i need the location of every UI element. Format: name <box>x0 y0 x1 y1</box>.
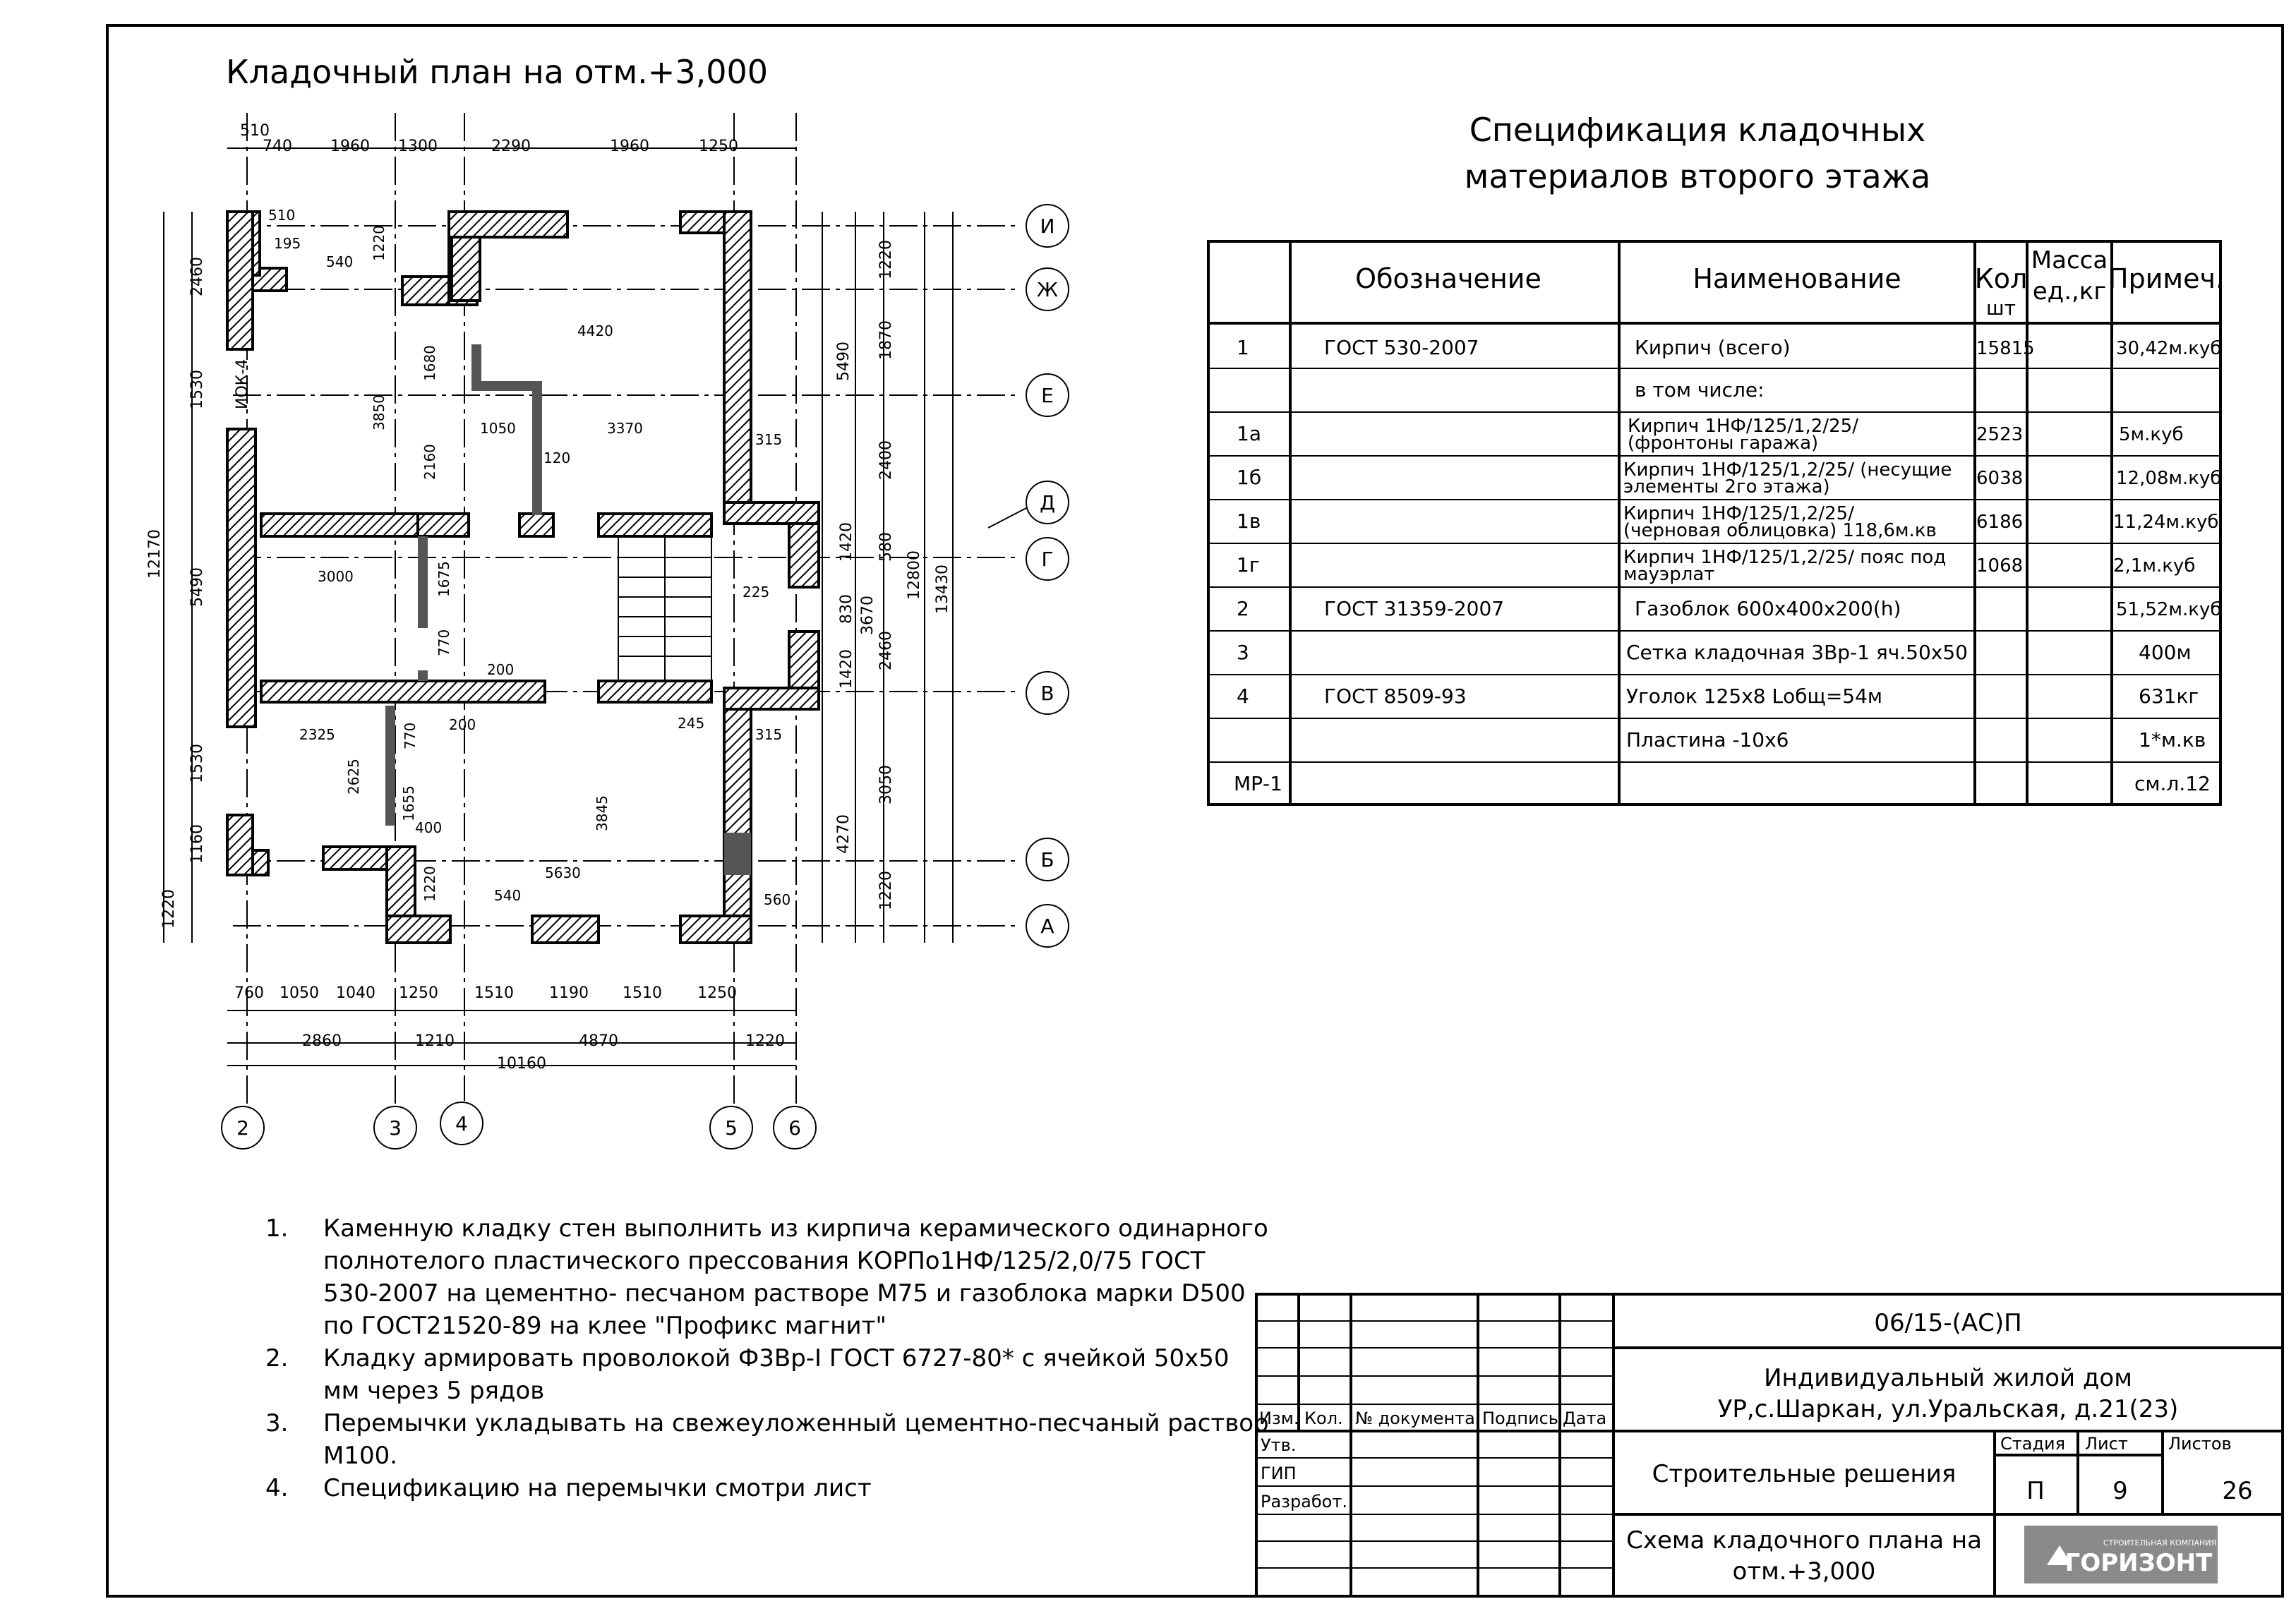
dim-right: 12800 <box>906 550 923 600</box>
col-header-mass: Масса <box>2031 246 2108 274</box>
note-line: Перемычки укладывать на свежеуложенный цементно-песчаный раствор <box>323 1409 1269 1437</box>
col-header-note: Примеч. <box>2108 263 2224 294</box>
col-header-qty-unit: шт <box>1986 296 2016 320</box>
dim-right: 2400 <box>877 440 895 480</box>
spec-cell-name: Газоблок 600х400х200(h) <box>1635 597 1901 620</box>
specification <box>1208 111 2224 804</box>
dim-top: 740 <box>263 138 292 155</box>
dim-inner: 3845 <box>594 795 611 831</box>
dim-inner: 560 <box>764 891 791 908</box>
dim-bottom: 1510 <box>623 984 662 1002</box>
spec-cell-qty: 2523 <box>1976 424 2024 445</box>
dim-inner: 200 <box>449 716 476 733</box>
sheet-title-line1: Схема кладочного плана на <box>1626 1526 1982 1555</box>
spec-header <box>1355 246 2224 320</box>
dim-inner: 4420 <box>577 322 613 339</box>
dim-inner: 120 <box>543 450 571 466</box>
stage-value: П <box>2026 1477 2045 1505</box>
col-header-name: Наименование <box>1693 263 1901 294</box>
sheets-label: Листов <box>2168 1434 2232 1454</box>
stairs <box>618 536 711 681</box>
spec-cell-pos: 3 <box>1237 641 1249 664</box>
spec-cell-des: ГОСТ 530-2007 <box>1324 336 1479 359</box>
spec-cell-name: Уголок 125х8 Lобщ=54м <box>1626 684 1883 708</box>
dim-inner: 3000 <box>318 568 354 585</box>
dim-right: 4270 <box>835 814 853 854</box>
dim-inner: 1675 <box>435 561 452 597</box>
dim-left: 1220 <box>160 889 178 929</box>
spec-cell-pos: 1 <box>1237 336 1249 359</box>
axis-label-row: И <box>1040 215 1055 238</box>
dim-inner: 770 <box>435 629 452 656</box>
dim-left: 5490 <box>188 567 206 607</box>
dim-inner: 2160 <box>421 444 438 480</box>
note-line: М100. <box>323 1442 398 1470</box>
sheet-value: 9 <box>2112 1477 2128 1505</box>
spec-rows <box>1234 336 2221 795</box>
dim-right: 1420 <box>838 649 855 689</box>
axis-label-col: 3 <box>389 1116 402 1140</box>
axis-label-row: Е <box>1041 384 1054 407</box>
spec-cell-name: Кирпич 1НФ/125/1,2/25/ (несущие <box>1623 459 1952 481</box>
spec-cell-note: 400м <box>2139 641 2192 664</box>
note-number: 2. <box>265 1344 289 1372</box>
title-block <box>1256 1294 2283 1596</box>
dim-inner: 225 <box>743 584 770 601</box>
col-izm: Изм. <box>1259 1408 1299 1428</box>
spec-cell-name: мауэрлат <box>1623 564 1715 585</box>
sheet-title-line2: отм.+3,000 <box>1732 1557 1876 1586</box>
stage-label: Стадия <box>2000 1434 2066 1454</box>
spec-cell-name: Сетка кладочная 3Вр-1 яч.50х50 <box>1626 641 1968 664</box>
left-dims <box>146 257 206 929</box>
dim-inner: 770 <box>402 722 419 749</box>
dim-inner: 400 <box>415 819 443 836</box>
general-notes <box>265 1214 1269 1502</box>
role-razrab: Разработ. <box>1261 1492 1347 1512</box>
note-line: по ГОСТ21520-89 на клее "Профикс магнит" <box>323 1312 887 1340</box>
axis-label-row: Д <box>1040 491 1055 514</box>
dim-inner: 315 <box>755 431 783 448</box>
spec-cell-pos: 4 <box>1237 684 1249 708</box>
role-gip: ГИП <box>1261 1464 1297 1483</box>
dim-bottom-total: 10160 <box>497 1055 546 1073</box>
dim-right: 2460 <box>877 631 895 670</box>
dim-right: 1870 <box>877 320 895 360</box>
dim-right: 3670 <box>859 596 877 635</box>
axis-label-row: Ж <box>1036 278 1059 301</box>
note-number: 3. <box>265 1409 289 1437</box>
note-line: Кладку армировать проволокой Ф3Вр-I ГОСТ 6727-80* с ячейкой 50х50 <box>323 1344 1230 1372</box>
spec-cell-pos: 1в <box>1237 509 1261 533</box>
spec-cell-name: Кирпич 1НФ/125/1,2/25/ <box>1623 503 1854 524</box>
dim-bottom: 760 <box>234 984 264 1002</box>
dim-bottom: 1250 <box>399 984 438 1002</box>
dim-right: 1220 <box>877 871 895 910</box>
spec-cell-note: 30,42м.куб <box>2116 338 2222 359</box>
col-doc: № документа <box>1355 1408 1475 1428</box>
spec-cell-name: в том числе: <box>1635 378 1765 402</box>
spec-cell-note: 11,24м.куб <box>2113 512 2219 533</box>
dim-inner: 510 <box>268 207 296 224</box>
dim-bottom: 1190 <box>549 984 589 1002</box>
spec-title-line1: Спецификация кладочных <box>1469 111 1926 149</box>
spec-cell-qty: 1068 <box>1976 555 2024 577</box>
logo-tagline: СТРОИТЕЛЬНАЯ КОМПАНИЯ <box>2103 1538 2217 1547</box>
dim-top: 510 <box>240 122 270 140</box>
note-number: 1. <box>265 1214 289 1243</box>
dim-inner: 1220 <box>421 866 438 902</box>
col-kol: Кол. <box>1304 1408 1343 1428</box>
dim-top: 1250 <box>699 138 738 155</box>
dim-inner: 1655 <box>400 785 417 821</box>
spec-cell-name: (фронтоны гаража) <box>1628 433 1819 454</box>
dim-top: 1960 <box>330 138 370 155</box>
col-axis-markers <box>222 1102 816 1149</box>
dim-right: 1220 <box>877 240 895 279</box>
spec-cell-note: 5м.куб <box>2119 424 2184 445</box>
spec-title-line2: материалов второго этажа <box>1464 157 1931 195</box>
axis-label-col: 5 <box>725 1116 738 1140</box>
axis-label-col: 6 <box>788 1116 801 1140</box>
col-header-designation: Обозначение <box>1355 263 1541 294</box>
dim-top: 1300 <box>398 138 438 155</box>
role-utv: Утв. <box>1261 1435 1297 1455</box>
spec-cell-pos: 1а <box>1237 422 1261 445</box>
dim-inner: 540 <box>494 887 522 904</box>
col-sign: Подпись <box>1482 1408 1558 1428</box>
axis-label-col: 2 <box>236 1116 249 1140</box>
spec-cell-des: ГОСТ 31359-2007 <box>1324 597 1505 620</box>
note-line: мм через 5 рядов <box>323 1377 545 1405</box>
company-logo <box>2024 1526 2218 1583</box>
note-line: 530-2007 на цементно- песчаном растворе М75 и газоблока марки D500 <box>323 1279 1246 1308</box>
object-line2: УР,с.Шаркан, ул.Уральская, д.21(23) <box>1717 1395 2179 1423</box>
dim-left: 2460 <box>188 257 206 296</box>
note-number: 4. <box>265 1474 289 1502</box>
sheet-label: Лист <box>2085 1434 2128 1454</box>
dim-right: 13430 <box>934 565 951 614</box>
dim-bottom: 1220 <box>745 1032 785 1050</box>
logo-name: ГОРИЗОНТ <box>2064 1549 2213 1577</box>
dim-bottom: 1040 <box>336 984 375 1002</box>
note-line: полнотелого пластического прессования КОРПо1НФ/125/2,0/75 ГОСТ <box>323 1247 1206 1275</box>
dim-inner: 540 <box>326 253 354 270</box>
dim-right: 830 <box>838 594 855 624</box>
dim-right: 3050 <box>877 765 895 804</box>
dim-bottom: 1210 <box>415 1032 455 1050</box>
spec-cell-name: Кирпич (всего) <box>1635 336 1791 359</box>
dim-right: 580 <box>877 532 895 562</box>
spec-cell-qty: 15815 <box>1976 338 2035 359</box>
spec-cell-note: 2,1м.куб <box>2113 555 2196 577</box>
dim-inner: 3370 <box>607 420 643 437</box>
spec-cell-pos: МР-1 <box>1234 772 1282 795</box>
dim-bottom: 1250 <box>697 984 737 1002</box>
spec-cell-pos: 2 <box>1237 597 1249 620</box>
dim-inner: 3850 <box>371 394 387 430</box>
spec-cell-name: (черновая облицовка) 118,6м.кв <box>1623 520 1937 541</box>
dim-inner: 2625 <box>345 759 362 795</box>
sheets-value: 26 <box>2222 1477 2253 1505</box>
axis-label-row: Б <box>1040 848 1054 871</box>
dim-left: 1530 <box>188 744 206 783</box>
spec-cell-pos: 1г <box>1237 553 1260 577</box>
col-header-qty: Кол <box>1974 263 2028 294</box>
dim-top: 2290 <box>491 138 531 155</box>
partitions <box>385 344 751 875</box>
right-dims <box>835 240 951 910</box>
dim-bottom: 1510 <box>474 984 514 1002</box>
plan-title: Кладочный план на отм.+3,000 <box>226 53 769 91</box>
dim-inner: 5630 <box>545 864 581 881</box>
dim-inner: 1220 <box>371 225 387 261</box>
axis-label-row: Г <box>1041 548 1054 571</box>
dim-top: 1960 <box>610 138 649 155</box>
spec-cell-note: 51,52м.куб <box>2116 599 2222 620</box>
dim-bottom: 4870 <box>579 1032 618 1050</box>
col-date: Дата <box>1563 1408 1607 1428</box>
dim-left: 1160 <box>188 824 206 864</box>
dim-inner: 1050 <box>480 420 516 437</box>
spec-cell-pos: 1б <box>1237 466 1262 489</box>
axis-label-row: А <box>1040 915 1054 938</box>
spec-cell-name: Кирпич 1НФ/125/1,2/25/ <box>1628 416 1858 437</box>
row-axis-markers <box>988 205 1069 947</box>
dim-inner: 1680 <box>421 345 438 381</box>
bottom-dims <box>234 984 785 1073</box>
dim-right: 5490 <box>835 342 853 381</box>
section-name: Строительные решения <box>1652 1460 1957 1488</box>
axis-label-row: В <box>1040 682 1054 705</box>
dim-inner: 245 <box>678 715 705 732</box>
spec-cell-name: элементы 2го этажа) <box>1623 476 1830 497</box>
dim-inner: 2325 <box>299 726 335 743</box>
note-line: Спецификацию на перемычки смотри лист <box>323 1474 872 1502</box>
col-header-mass-unit: ед.,кг <box>2032 277 2107 306</box>
dim-left: 1530 <box>188 370 206 409</box>
spec-cell-qty: 6038 <box>1976 468 2024 489</box>
dim-inner: 195 <box>274 235 301 252</box>
spec-cell-note: 631кг <box>2139 684 2199 708</box>
spec-cell-name: Пластина -10х6 <box>1626 728 1789 752</box>
spec-cell-note: см.л.12 <box>2134 772 2211 795</box>
spec-cell-note: 1*м.кв <box>2139 728 2206 752</box>
axis-label-col: 4 <box>455 1112 468 1135</box>
spec-cell-des: ГОСТ 8509-93 <box>1324 684 1467 708</box>
spec-cell-note: 12,08м.куб <box>2116 468 2222 489</box>
wall-tag: ИОК-4 <box>234 358 251 409</box>
dim-right: 1420 <box>838 522 855 562</box>
masonry-plan <box>146 53 1069 1149</box>
doc-code: 06/15-(АС)П <box>1874 1309 2022 1337</box>
dim-left-total: 12170 <box>146 529 164 579</box>
dim-inner: 200 <box>487 661 515 678</box>
top-dims <box>240 122 738 155</box>
note-line: Каменную кладку стен выполнить из кирпича керамического одинарного <box>323 1214 1268 1243</box>
spec-cell-name: Кирпич 1НФ/125/1,2/25/ пояс под <box>1623 547 1947 568</box>
dim-bottom: 1050 <box>280 984 319 1002</box>
spec-cell-qty: 6186 <box>1976 512 2024 533</box>
object-line1: Индивидуальный жилой дом <box>1764 1364 2132 1392</box>
dim-bottom: 2860 <box>302 1032 342 1050</box>
dim-inner: 315 <box>755 726 783 743</box>
